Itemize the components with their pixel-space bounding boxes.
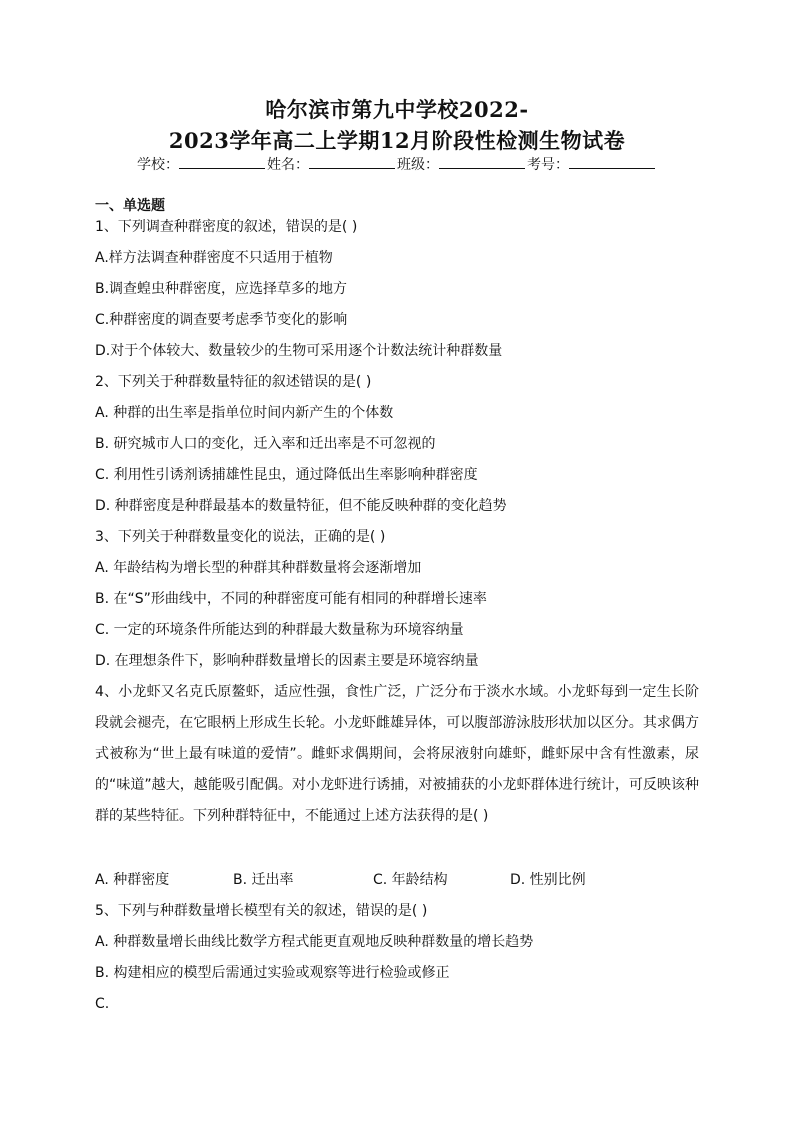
question-4-option-c: C. 年龄结构 bbox=[373, 872, 448, 888]
question-4-option-d: D. 性别比例 bbox=[510, 872, 586, 888]
question-1-option-a: A.样方法调查种群密度不只适用于植物 bbox=[95, 250, 333, 266]
question-3-option-a: A. 年龄结构为增长型的种群其种群数量将会逐渐增加 bbox=[95, 560, 422, 576]
exam-title-line1: 哈尔滨市第九中学校2022- bbox=[265, 97, 529, 122]
section-title: 一、单选题 bbox=[95, 198, 165, 214]
exam-number-blank[interactable] bbox=[569, 154, 655, 169]
question-1-option-c: C.种群密度的调查要考虑季节变化的影响 bbox=[95, 312, 348, 328]
question-3-option-d: D. 在理想条件下，影响种群数量增长的因素主要是环境容纳量 bbox=[95, 653, 479, 669]
question-1-option-b: B.调查蝗虫种群密度，应选择草多的地方 bbox=[95, 281, 348, 297]
question-4-option-b: B. 迁出率 bbox=[233, 872, 294, 888]
question-5-option-a: A. 种群数量增长曲线比数学方程式能更直观地反映种群数量的增长趋势 bbox=[95, 934, 534, 950]
class-blank[interactable] bbox=[439, 154, 525, 169]
question-3-option-c: C. 一定的环境条件所能达到的种群最大数量称为环境容纳量 bbox=[95, 622, 464, 638]
question-2-stem: 2、下列关于种群数量特征的叙述错误的是( ) bbox=[95, 374, 372, 390]
question-1-stem: 1、下列调查种群密度的叙述，错误的是( ) bbox=[95, 219, 358, 235]
question-2-option-a: A. 种群的出生率是指单位时间内新产生的个体数 bbox=[95, 405, 394, 421]
question-3-stem: 3、下列关于种群数量变化的说法，正确的是( ) bbox=[95, 529, 386, 545]
school-label: 学校： bbox=[137, 157, 179, 173]
question-5-stem: 5、下列与种群数量增长模型有关的叙述，错误的是( ) bbox=[95, 903, 428, 919]
question-3-option-b: B. 在“S”形曲线中，不同的种群密度可能有相同的种群增长速率 bbox=[95, 591, 487, 607]
exam-number-label: 考号： bbox=[527, 157, 569, 173]
question-2-option-c: C. 利用性引诱剂诱捕雄性昆虫，通过降低出生率影响种群密度 bbox=[95, 467, 478, 483]
question-4-option-a: A. 种群密度 bbox=[95, 872, 170, 888]
exam-title-line2: 2023学年高二上学期12月阶段性检测生物试卷 bbox=[168, 128, 626, 153]
question-5-option-c: C. bbox=[95, 996, 110, 1012]
question-5-option-b: B. 构建相应的模型后需通过实验或观察等进行检验或修正 bbox=[95, 965, 450, 981]
class-label: 班级： bbox=[397, 157, 439, 173]
name-label: 姓名： bbox=[267, 157, 309, 173]
question-2-option-d: D. 种群密度是种群最基本的数量特征，但不能反映种群的变化趋势 bbox=[95, 498, 507, 514]
school-blank[interactable] bbox=[179, 154, 265, 169]
question-2-option-b: B. 研究城市人口的变化，迁入率和迁出率是不可忽视的 bbox=[95, 436, 436, 452]
student-info-row bbox=[0, 154, 794, 175]
question-4-stem: 4、小龙虾又名克氏原鳌虾，适应性强，食性广泛，广泛分布于淡水水域。小龙虾每到一定生长阶段就会褪壳，在它眼柄上形成生长轮。小龙虾雌雄异体，可以腹部游泳肢形状加以区分。其求偶方式被称为“世上最有味道的爱情”。雌虾求偶期间，会将尿液射向雄虾，雌虾尿中含有性激素，尿的“味道”越大，越能吸引配偶。对小龙虾进行诱捕，对被捕获的小龙虾群体进行统计，可反映该种群的某些特征。下列种群特征中，不能通过上述方法获得的是( ) bbox=[95, 684, 699, 824]
name-blank[interactable] bbox=[309, 154, 395, 169]
question-1-option-d: D.对于个体较大、数量较少的生物可采用逐个计数法统计种群数量 bbox=[95, 343, 503, 359]
